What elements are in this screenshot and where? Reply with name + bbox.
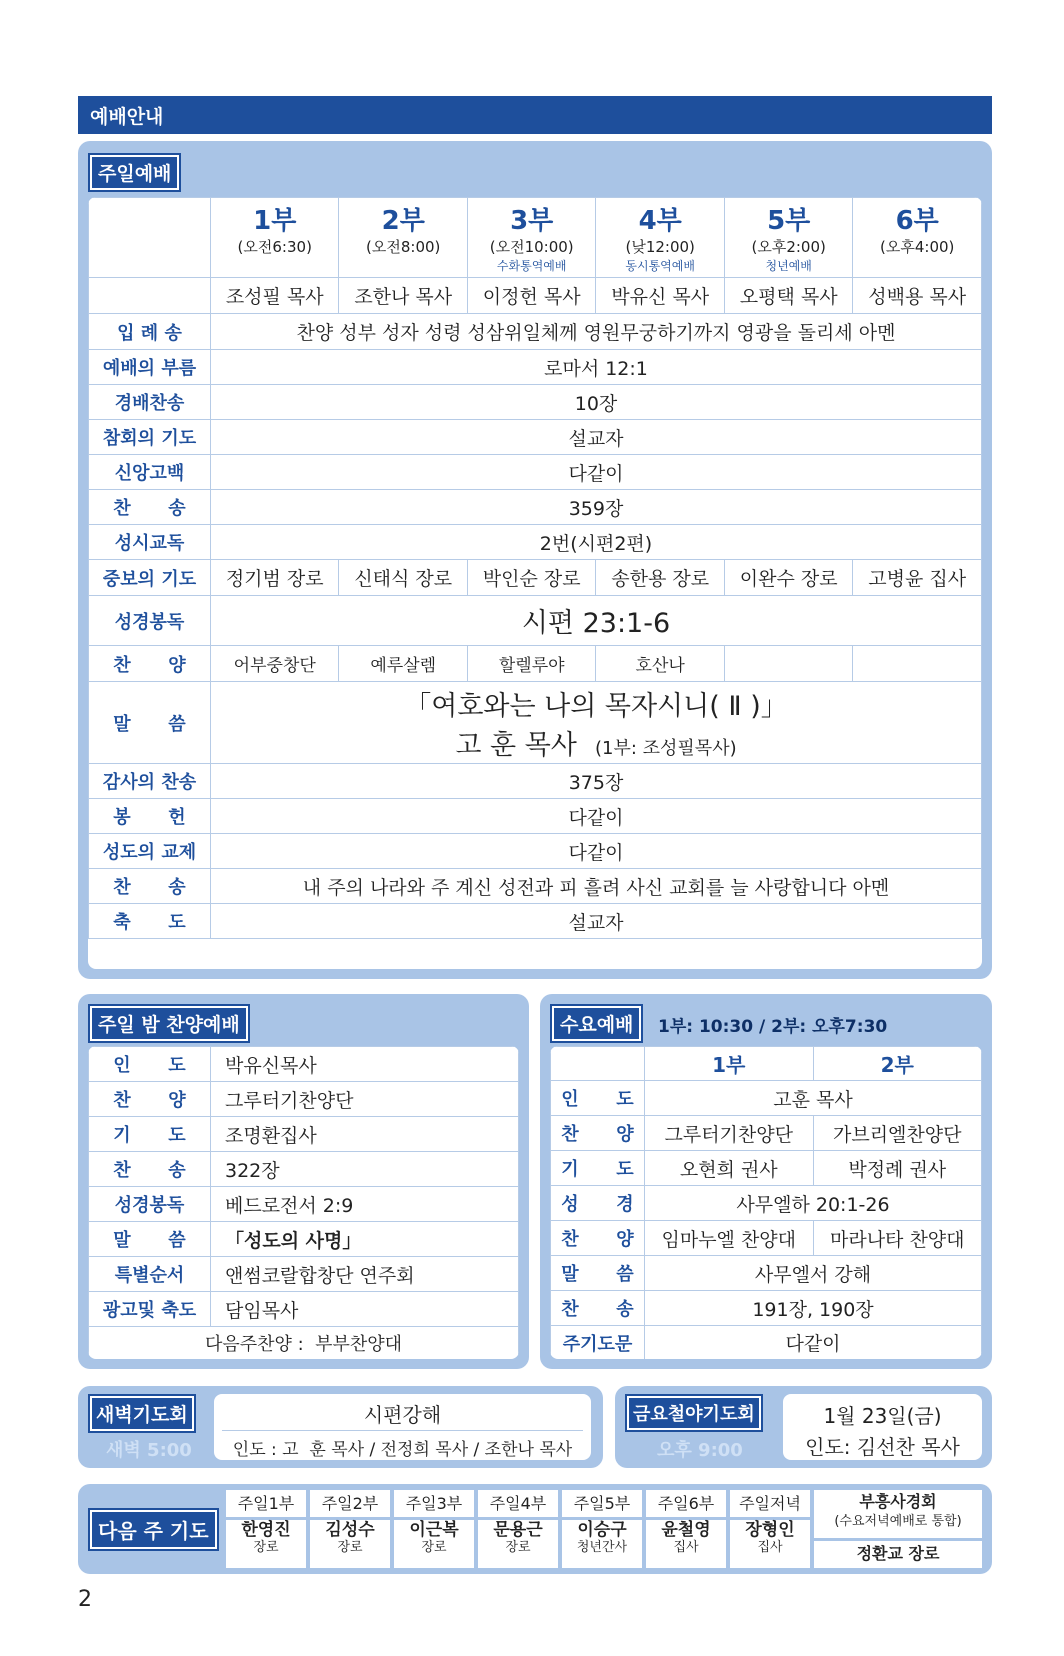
- row-label: 찬 양: [551, 1221, 645, 1256]
- service-head-6: 6부 (오후4:00): [853, 198, 982, 278]
- intercessory-prayer: 신태식 장로: [339, 560, 467, 596]
- row-label: 기 도: [89, 1117, 211, 1152]
- prayer-slot-head: 주일3부: [394, 1490, 474, 1517]
- prayer-slot-head: 주일6부: [646, 1490, 726, 1517]
- row-value: 오현희 권사: [645, 1151, 814, 1186]
- sunday-service-panel: [78, 141, 992, 979]
- row-label: 인 도: [551, 1081, 645, 1116]
- row-value: 다같이: [211, 799, 982, 834]
- row-value: 「성도의 사명」: [211, 1222, 519, 1257]
- prayer-slot-person: 이승구 청년간사: [562, 1520, 642, 1568]
- prayer-slot-person: 문용근 장로: [478, 1520, 558, 1568]
- friday-prayer-date: 1월 23일(금): [823, 1404, 942, 1428]
- revival-head: 부흥사경회: [859, 1492, 937, 1511]
- evening-service-tag: 주일 밤 찬양예배: [90, 1006, 248, 1041]
- row-label: 말 씀: [551, 1256, 645, 1291]
- row-label: 봉 헌: [89, 799, 211, 834]
- dawn-prayer-time: 새벽 5:00: [106, 1440, 192, 1461]
- choir: 할렐루야: [467, 646, 595, 682]
- service-pastor: 성백용 목사: [853, 278, 982, 314]
- prayer-slot: [646, 1490, 726, 1568]
- service-pastor: 이정헌 목사: [467, 278, 595, 314]
- row-value: 191장, 190장: [645, 1291, 982, 1326]
- row-label: 성경봉독: [89, 596, 211, 646]
- row-value: 설교자: [211, 904, 982, 939]
- intercessory-prayer: 고병윤 집사: [853, 560, 982, 596]
- choir: 예루살렘: [339, 646, 467, 682]
- intercessory-prayer: 송한용 장로: [596, 560, 724, 596]
- row-value: 담임목사: [211, 1292, 519, 1327]
- wednesday-times: 1부: 10:30 / 2부: 오후7:30: [658, 1017, 888, 1037]
- row-value: 그루터기찬양단: [211, 1082, 519, 1117]
- row-label: 축 도: [89, 904, 211, 939]
- service-head-4: 4부 (낮12:00) 동시통역예배: [596, 198, 724, 278]
- prayer-slot: [310, 1490, 390, 1568]
- revival-head-box: [814, 1490, 982, 1538]
- choir: 호산나: [596, 646, 724, 682]
- sermon-note: (1부: 조성필목사): [595, 737, 737, 759]
- service-pastor: 오평택 목사: [724, 278, 852, 314]
- row-value: 찬양 성부 성자 성령 성삼위일체께 영원무궁하기까지 영광을 돌리세 아멘: [211, 314, 982, 350]
- prayer-slot-head: 주일1부: [226, 1490, 306, 1517]
- revival-slot: [814, 1490, 982, 1568]
- row-value: 조명환집사: [211, 1117, 519, 1152]
- service-head-3: 3부 (오전10:00) 수화통역예배: [467, 198, 595, 278]
- prayer-slot-person: 장형인 집사: [730, 1520, 810, 1568]
- row-label: 참회의 기도: [89, 420, 211, 455]
- row-label: 광고및 축도: [89, 1292, 211, 1327]
- service-head-5: 5부 (오후2:00) 청년예배: [724, 198, 852, 278]
- row-label: 찬 양: [89, 646, 211, 682]
- service-pastor: 조한나 목사: [339, 278, 467, 314]
- row-label: 감사의 찬송: [89, 764, 211, 799]
- row-value: 설교자: [211, 420, 982, 455]
- choir: 어부중창단: [211, 646, 339, 682]
- revival-name: 정환교 장로: [814, 1541, 982, 1568]
- wednesday-service-panel: [540, 994, 992, 1369]
- row-value: 박유신목사: [211, 1047, 519, 1082]
- service-head-2: 2부 (오전8:00): [339, 198, 467, 278]
- row-value: 가브리엘찬양단: [813, 1116, 982, 1151]
- corner-cell: [89, 198, 211, 278]
- row-label: 찬 양: [89, 1082, 211, 1117]
- evening-service-panel: [78, 994, 529, 1369]
- row-label: 찬 양: [551, 1116, 645, 1151]
- row-label: 찬 송: [89, 1152, 211, 1187]
- row-label: 중보의 기도: [89, 560, 211, 596]
- sermon-title: 「여호와는 나의 목자시니( Ⅱ )」: [404, 690, 788, 722]
- prayer-slot-person: 한영진 장로: [226, 1520, 306, 1568]
- dawn-prayer-panel: [78, 1386, 603, 1468]
- sermon-preacher: 고 훈 목사: [455, 729, 577, 761]
- corner-cell: [551, 1047, 645, 1081]
- intercessory-prayer: 이완수 장로: [724, 560, 852, 596]
- row-label: 인 도: [89, 1047, 211, 1082]
- row-label: 예배의 부름: [89, 350, 211, 385]
- row-label: 찬 송: [89, 869, 211, 904]
- row-value: 박정례 권사: [813, 1151, 982, 1186]
- service-head-1: 1부 (오전6:30): [211, 198, 339, 278]
- row-value: 고훈 목사: [645, 1081, 982, 1116]
- prayer-slot-head: 주일5부: [562, 1490, 642, 1517]
- row-value: 내 주의 나라와 주 계신 성전과 피 흘려 사신 교회를 늘 사랑합니다 아멘: [211, 869, 982, 904]
- choir: [724, 646, 852, 682]
- row-label: 찬 송: [89, 490, 211, 525]
- row-label: 주기도문: [551, 1326, 645, 1360]
- friday-prayer-panel: [615, 1386, 992, 1468]
- row-value: 다같이: [211, 455, 982, 490]
- prayer-slot: [226, 1490, 306, 1568]
- prayer-slot-head: 주일2부: [310, 1490, 390, 1517]
- dawn-prayer-box: [214, 1394, 591, 1460]
- corner-cell: [89, 278, 211, 314]
- prayer-slot-person: 김성수 장로: [310, 1520, 390, 1568]
- row-value: 10장: [211, 385, 982, 420]
- row-label: 특별순서: [89, 1257, 211, 1292]
- scripture-reading: 시편 23:1-6: [211, 596, 982, 646]
- row-label: 경배찬송: [89, 385, 211, 420]
- section-header: 예배안내: [78, 96, 992, 134]
- row-value: 사무엘하 20:1-26: [645, 1186, 982, 1221]
- row-value: 322장: [211, 1152, 519, 1187]
- next-week-prayer-panel: [78, 1484, 992, 1574]
- sermon-cell: [211, 682, 982, 764]
- sunday-service-table: [88, 197, 982, 969]
- wednesday-service-tag: 수요예배: [552, 1006, 641, 1041]
- row-value: 베드로전서 2:9: [211, 1187, 519, 1222]
- friday-prayer-box: [783, 1394, 982, 1460]
- wed-col-1: 1부: [645, 1047, 814, 1081]
- service-pastor: 박유신 목사: [596, 278, 724, 314]
- friday-prayer-time: 오후 9:00: [657, 1440, 743, 1461]
- dawn-prayer-tag: 새벽기도회: [90, 1396, 194, 1431]
- friday-prayer-tag: 금요철야기도회: [627, 1396, 761, 1430]
- row-label: 성도의 교제: [89, 834, 211, 869]
- row-value: 375장: [211, 764, 982, 799]
- prayer-slot: [478, 1490, 558, 1568]
- row-label: 말 씀: [89, 682, 211, 764]
- dawn-prayer-leaders: 인도 : 고 훈 목사 / 전정희 목사 / 조한나 목사: [232, 1440, 573, 1460]
- page-number: 2: [78, 1587, 92, 1612]
- row-label: 기 도: [551, 1151, 645, 1186]
- row-value: 임마누엘 찬양대: [645, 1221, 814, 1256]
- row-label: 말 씀: [89, 1222, 211, 1257]
- wednesday-service-table: [550, 1046, 982, 1359]
- row-label: 성시교독: [89, 525, 211, 560]
- row-value: 다같이: [211, 834, 982, 869]
- dawn-prayer-title: 시편강해: [222, 1399, 583, 1431]
- service-pastor: 조성필 목사: [211, 278, 339, 314]
- row-label: 신앙고백: [89, 455, 211, 490]
- choir: [853, 646, 982, 682]
- prayer-slot-person: 윤철영 집사: [646, 1520, 726, 1568]
- wed-col-2: 2부: [813, 1047, 982, 1081]
- row-label: 성 경: [551, 1186, 645, 1221]
- prayer-slot: [730, 1490, 810, 1568]
- row-value: 그루터기찬양단: [645, 1116, 814, 1151]
- evening-service-table: [88, 1046, 519, 1359]
- row-label: 성경봉독: [89, 1187, 211, 1222]
- row-value: 로마서 12:1: [211, 350, 982, 385]
- prayer-slot: [394, 1490, 474, 1568]
- revival-sub: (수요저녁예배로 통합): [834, 1514, 962, 1529]
- row-value: 359장: [211, 490, 982, 525]
- prayer-slot-person: 이근복 장로: [394, 1520, 474, 1568]
- row-value: 앤썸코랄합창단 연주회: [211, 1257, 519, 1292]
- row-label: 입 례 송: [89, 314, 211, 350]
- row-value: 사무엘서 강해: [645, 1256, 982, 1291]
- intercessory-prayer: 정기범 장로: [211, 560, 339, 596]
- prayer-slot-head: 주일4부: [478, 1490, 558, 1517]
- sermon-preacher-line: [211, 723, 981, 762]
- prayer-slot: [562, 1490, 642, 1568]
- row-value: 마라나타 찬양대: [813, 1221, 982, 1256]
- next-week-praise: 다음주찬양 : 부부찬양대: [89, 1327, 519, 1360]
- row-value: 2번(시편2편): [211, 525, 982, 560]
- row-value: 다같이: [645, 1326, 982, 1360]
- next-week-prayer-grid: [226, 1490, 982, 1568]
- prayer-slot-head: 주일저녁: [730, 1490, 810, 1517]
- intercessory-prayer: 박인순 장로: [467, 560, 595, 596]
- friday-prayer-leader: 인도: 김선찬 목사: [805, 1435, 960, 1459]
- row-label: 찬 송: [551, 1291, 645, 1326]
- sunday-service-tag: 주일예배: [90, 155, 179, 190]
- next-week-prayer-tag: 다음 주 기도: [90, 1510, 217, 1549]
